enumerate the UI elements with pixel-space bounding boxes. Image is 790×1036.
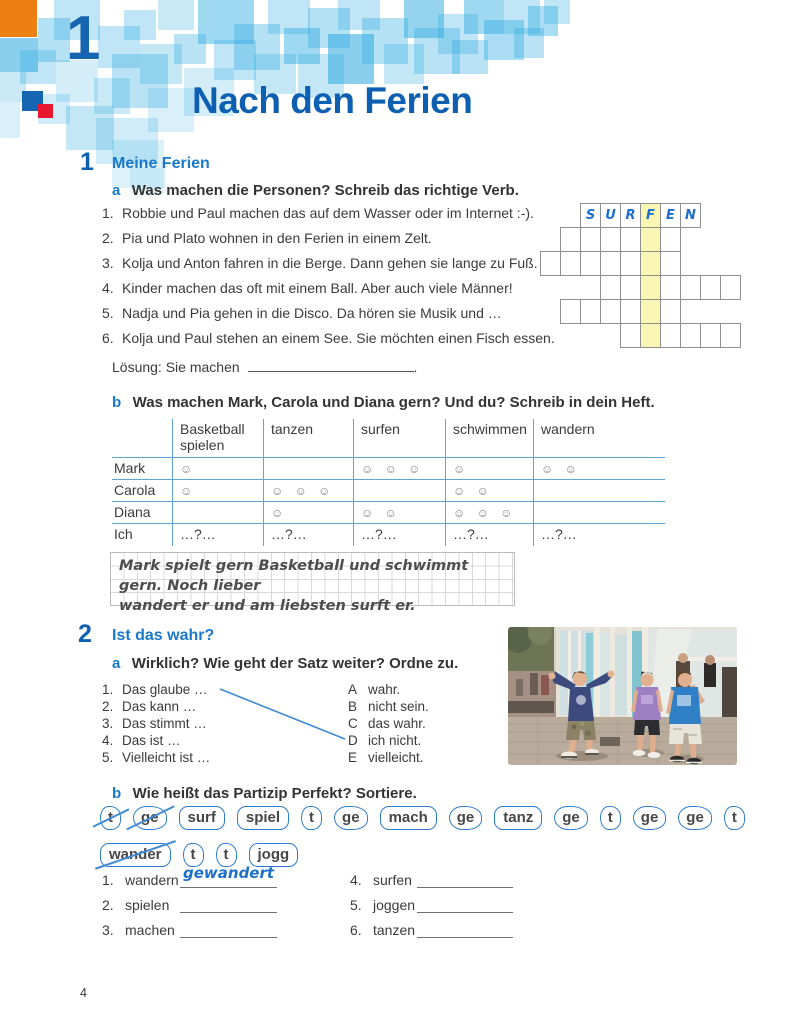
match-left-text: Das ist … bbox=[122, 733, 181, 748]
section-1-title: Meine Ferien bbox=[112, 155, 210, 172]
clue-number: 2. bbox=[102, 230, 114, 246]
table-cell bbox=[172, 457, 263, 479]
cross-out-stroke bbox=[126, 806, 174, 831]
clue-text: Pia und Plato wohnen in den Ferien in einem Zelt. bbox=[122, 230, 432, 246]
clue-item bbox=[102, 305, 562, 330]
match-right-text: wahr. bbox=[368, 682, 401, 697]
table-cell bbox=[533, 479, 665, 501]
match-right-letter: B bbox=[348, 699, 358, 714]
table-cell: …?… bbox=[353, 523, 445, 546]
crossword-cell bbox=[600, 203, 621, 228]
match-left-text: Das stimmt … bbox=[122, 716, 207, 731]
table-cell bbox=[263, 457, 353, 479]
table-cell: …?… bbox=[172, 523, 263, 546]
crossword-letter: U bbox=[605, 208, 616, 223]
clue-item bbox=[102, 255, 562, 280]
match-right-letter: C bbox=[348, 716, 358, 731]
exercise-1b-letter: b bbox=[112, 394, 122, 411]
activity-preference-table bbox=[112, 419, 665, 546]
exercise-1b-heading bbox=[112, 394, 655, 412]
solution-blank bbox=[248, 359, 414, 372]
table-cell bbox=[263, 501, 353, 523]
fill-item-verb: machen bbox=[125, 922, 175, 938]
crossword-cell bbox=[700, 323, 721, 348]
table-cell: …?… bbox=[263, 523, 353, 546]
crossword-cell bbox=[560, 251, 581, 276]
table-cell bbox=[533, 501, 665, 523]
crossword-cell bbox=[580, 251, 601, 276]
crossword-cell bbox=[580, 227, 601, 252]
fill-answer-handwriting: gewandert bbox=[183, 864, 275, 882]
match-right-text: nicht sein. bbox=[368, 699, 429, 714]
mosaic-square bbox=[544, 0, 570, 24]
exercise-2a-instruction: Wirklich? Wie geht der Satz weiter? Ordne zu. bbox=[131, 655, 459, 672]
word-chip-t: t bbox=[724, 806, 745, 830]
crossword-cell bbox=[620, 275, 641, 300]
word-chip-jogg: jogg bbox=[249, 843, 299, 867]
match-right-text: das wahr. bbox=[368, 716, 426, 731]
clue-text: Kolja und Paul stehen an einem See. Sie möchten einen Fisch essen. bbox=[122, 330, 555, 346]
match-right-item bbox=[348, 698, 488, 715]
crossword-cell bbox=[620, 299, 641, 324]
match-right-letter: A bbox=[348, 682, 358, 697]
clue-number: 3. bbox=[102, 255, 114, 271]
match-right-item bbox=[348, 749, 488, 766]
smiley-icons: ☺ ☺ ☺ bbox=[361, 462, 425, 476]
word-chip-wander: wander bbox=[100, 843, 171, 867]
match-left-text: Das glaube … bbox=[122, 682, 208, 697]
crossword-cell bbox=[680, 275, 701, 300]
match-right-text: ich nicht. bbox=[368, 733, 422, 748]
fill-item-number: 1. bbox=[102, 872, 114, 888]
table-cell bbox=[263, 479, 353, 501]
table-header-cell: surfen bbox=[353, 419, 445, 457]
example-connector-line bbox=[205, 680, 355, 745]
table-cell bbox=[353, 479, 445, 501]
word-chip-ge: ge bbox=[334, 806, 368, 830]
chapter-number: 1 bbox=[66, 4, 101, 73]
clue-number: 1. bbox=[102, 205, 114, 221]
crossword-cell bbox=[560, 227, 581, 252]
page-title: Nach den Ferien bbox=[192, 80, 473, 121]
crossword-letter: R bbox=[625, 208, 636, 223]
crossword-cell bbox=[680, 203, 701, 228]
fill-item-number: 4. bbox=[350, 872, 362, 888]
exercise-2b-instruction: Wie heißt das Partizip Perfekt? Sortiere. bbox=[132, 785, 417, 802]
word-chip-spiel: spiel bbox=[237, 806, 289, 830]
clue-item bbox=[102, 205, 562, 230]
match-left-number: 4. bbox=[102, 733, 114, 748]
fill-item-number: 5. bbox=[350, 897, 362, 913]
smiley-icons: ☺ bbox=[453, 462, 470, 476]
sample-line-2: wandert er und am liebsten surft er. bbox=[119, 598, 416, 614]
smiley-icons: ☺ bbox=[180, 462, 197, 476]
smiley-icons: ☺ ☺ bbox=[453, 484, 493, 498]
clue-item bbox=[102, 280, 562, 305]
fill-item-verb: spielen bbox=[125, 897, 170, 913]
word-chip-tanz: tanz bbox=[494, 806, 542, 830]
match-right-item bbox=[348, 681, 488, 698]
table-header-cell: wandern bbox=[533, 419, 665, 457]
fill-item-number: 2. bbox=[102, 897, 114, 913]
table-header-cell bbox=[112, 419, 172, 457]
crossword-cell bbox=[560, 299, 581, 324]
fill-item-verb: surfen bbox=[373, 872, 412, 888]
word-chip-ge: ge bbox=[633, 806, 667, 830]
crossword-cell bbox=[580, 203, 601, 228]
clue-text: Nadja und Pia gehen in die Disco. Da hören sie Musik und … bbox=[122, 305, 502, 321]
table-cell: …?… bbox=[533, 523, 665, 546]
red-square-decoration bbox=[38, 104, 53, 118]
solution-period: . bbox=[413, 359, 418, 375]
cross-out-stroke bbox=[93, 809, 130, 828]
table-header-cell: tanzen bbox=[263, 419, 353, 457]
table-row-label: Diana bbox=[112, 501, 172, 523]
word-chip-surf: surf bbox=[179, 806, 225, 830]
match-left-number: 3. bbox=[102, 716, 114, 731]
word-chip-ge: ge bbox=[554, 806, 588, 830]
crossword-cell bbox=[660, 275, 681, 300]
crossword-cell bbox=[720, 275, 741, 300]
table-cell bbox=[353, 457, 445, 479]
crossword-letter: N bbox=[685, 208, 696, 223]
clue-item bbox=[102, 230, 562, 255]
crossword-letter: F bbox=[646, 208, 655, 223]
exercise-1a-instruction: Was machen die Personen? Schreib das richtige Verb. bbox=[131, 182, 519, 199]
crossword-letter: S bbox=[585, 208, 596, 223]
crossword-cell bbox=[660, 203, 681, 228]
word-chip-t: t bbox=[301, 806, 322, 830]
crossword-cell bbox=[680, 323, 701, 348]
clue-item bbox=[102, 330, 562, 355]
match-right-text: vielleicht. bbox=[368, 750, 424, 765]
crossword-cell bbox=[640, 251, 661, 276]
mosaic-square bbox=[452, 40, 488, 74]
fill-item-number: 3. bbox=[102, 922, 114, 938]
crossword-cell bbox=[640, 227, 661, 252]
crossword-cell bbox=[720, 323, 741, 348]
crossword-cell bbox=[600, 251, 621, 276]
smiley-icons: ☺ ☺ bbox=[361, 506, 401, 520]
mosaic-square bbox=[124, 10, 156, 40]
fill-item-number: 6. bbox=[350, 922, 362, 938]
fill-answer-line bbox=[417, 937, 513, 938]
fill-answer-line bbox=[180, 887, 277, 888]
clue-text: Kinder machen das oft mit einem Ball. Aber auch viele Männer! bbox=[122, 280, 513, 296]
table-cell: …?… bbox=[445, 523, 533, 546]
fill-item-verb: tanzen bbox=[373, 922, 416, 938]
section-2-number: 2 bbox=[78, 620, 92, 648]
match-left-number: 2. bbox=[102, 699, 114, 714]
section-1-number: 1 bbox=[80, 148, 94, 176]
word-chip-t: t bbox=[600, 806, 621, 830]
word-chip-ge: ge bbox=[678, 806, 712, 830]
match-right-item bbox=[348, 715, 488, 732]
table-row-label: Carola bbox=[112, 479, 172, 501]
crossword-cell bbox=[600, 275, 621, 300]
smiley-icons: ☺ ☺ ☺ bbox=[453, 506, 517, 520]
crossword-cell bbox=[660, 227, 681, 252]
table-row-label: Ich bbox=[112, 523, 172, 546]
solution-label: Lösung: Sie machen bbox=[112, 359, 240, 375]
exercise-2a-letter: a bbox=[112, 655, 121, 672]
crossword-cell bbox=[660, 323, 681, 348]
sample-line-1: Mark spielt gern Basketball und schwimmt gern. Noch lieber bbox=[119, 558, 469, 594]
crossword-cell bbox=[580, 299, 601, 324]
fill-answer-line bbox=[180, 912, 277, 913]
crossword-cell bbox=[600, 227, 621, 252]
fill-answer-line bbox=[417, 912, 513, 913]
exercise-1a-items bbox=[102, 205, 562, 355]
mosaic-square bbox=[158, 0, 194, 30]
word-chip-t: t bbox=[100, 806, 121, 830]
clue-number: 6. bbox=[102, 330, 114, 346]
word-chip-t: t bbox=[216, 843, 237, 867]
crossword-cell bbox=[620, 227, 641, 252]
solution-line bbox=[112, 359, 417, 375]
exercise-2a-heading bbox=[112, 655, 458, 673]
table-cell bbox=[445, 457, 533, 479]
table-cell bbox=[353, 501, 445, 523]
mosaic-square bbox=[0, 102, 20, 138]
match-left-item bbox=[102, 749, 332, 766]
table-cell bbox=[172, 479, 263, 501]
crossword-cell bbox=[600, 299, 621, 324]
clue-number: 4. bbox=[102, 280, 114, 296]
exercise-1a-heading bbox=[112, 182, 519, 200]
fill-answer-line bbox=[417, 887, 513, 888]
crossword-cell bbox=[620, 203, 641, 228]
match-left-text: Das kann … bbox=[122, 699, 197, 714]
crossword-cell bbox=[620, 251, 641, 276]
word-chip-ge: ge bbox=[133, 806, 167, 830]
crossword-cell bbox=[660, 251, 681, 276]
exercise-2a-right-list bbox=[348, 681, 488, 766]
match-right-letter: E bbox=[348, 750, 358, 765]
table-cell bbox=[445, 501, 533, 523]
table-cell bbox=[533, 457, 665, 479]
crossword-cell bbox=[640, 275, 661, 300]
table-cell bbox=[172, 501, 263, 523]
table-header-cell: schwimmen bbox=[445, 419, 533, 457]
crossword-cell bbox=[640, 203, 661, 228]
crossword-grid bbox=[540, 203, 742, 349]
fill-answer-line bbox=[180, 937, 277, 938]
table-row-label: Mark bbox=[112, 457, 172, 479]
orange-square-decoration bbox=[0, 0, 37, 37]
crossword-cell bbox=[620, 323, 641, 348]
clue-text: Robbie und Paul machen das auf dem Wasser oder im Internet :-). bbox=[122, 205, 534, 221]
page-number: 4 bbox=[80, 986, 87, 1000]
crossword-cell bbox=[660, 299, 681, 324]
word-chip-ge: ge bbox=[449, 806, 483, 830]
match-left-text: Vielleicht ist … bbox=[122, 750, 211, 765]
section-2-title: Ist das wahr? bbox=[112, 627, 215, 644]
clue-text: Kolja und Anton fahren in die Berge. Dann gehen sie lange zu Fuß. bbox=[122, 255, 538, 271]
smiley-icons: ☺ ☺ bbox=[541, 462, 581, 476]
word-chip-mach: mach bbox=[380, 806, 437, 830]
chips-row-1 bbox=[100, 806, 745, 830]
schoolyard-photo bbox=[508, 627, 737, 765]
smiley-icons: ☺ bbox=[180, 484, 197, 498]
crossword-cell bbox=[540, 251, 561, 276]
cross-out-stroke bbox=[95, 841, 176, 870]
smiley-icons: ☺ bbox=[271, 506, 288, 520]
exercise-1a-letter: a bbox=[112, 182, 121, 199]
crossword-cell bbox=[700, 275, 721, 300]
fill-item-verb: joggen bbox=[373, 897, 416, 913]
handwriting-sample-text bbox=[119, 556, 511, 616]
crossword-letter: E bbox=[666, 208, 675, 223]
match-right-letter: D bbox=[348, 733, 358, 748]
table-header-cell: Basketball spielen bbox=[172, 419, 263, 457]
clue-number: 5. bbox=[102, 305, 114, 321]
exercise-2b-letter: b bbox=[112, 785, 122, 802]
exercise-1b-instruction: Was machen Mark, Carola und Diana gern? Und du? Schreib in dein Heft. bbox=[132, 394, 655, 411]
fill-item-verb: wandern bbox=[125, 872, 179, 888]
table-cell bbox=[445, 479, 533, 501]
handwriting-sample-box bbox=[110, 552, 515, 614]
match-left-number: 1. bbox=[102, 682, 114, 697]
match-right-item bbox=[348, 732, 488, 749]
smiley-icons: ☺ ☺ ☺ bbox=[271, 484, 335, 498]
match-left-number: 5. bbox=[102, 750, 114, 765]
exercise-2b-heading bbox=[112, 785, 417, 803]
word-chip-t: t bbox=[183, 843, 204, 867]
crossword-cell bbox=[640, 323, 661, 348]
crossword-cell bbox=[640, 299, 661, 324]
